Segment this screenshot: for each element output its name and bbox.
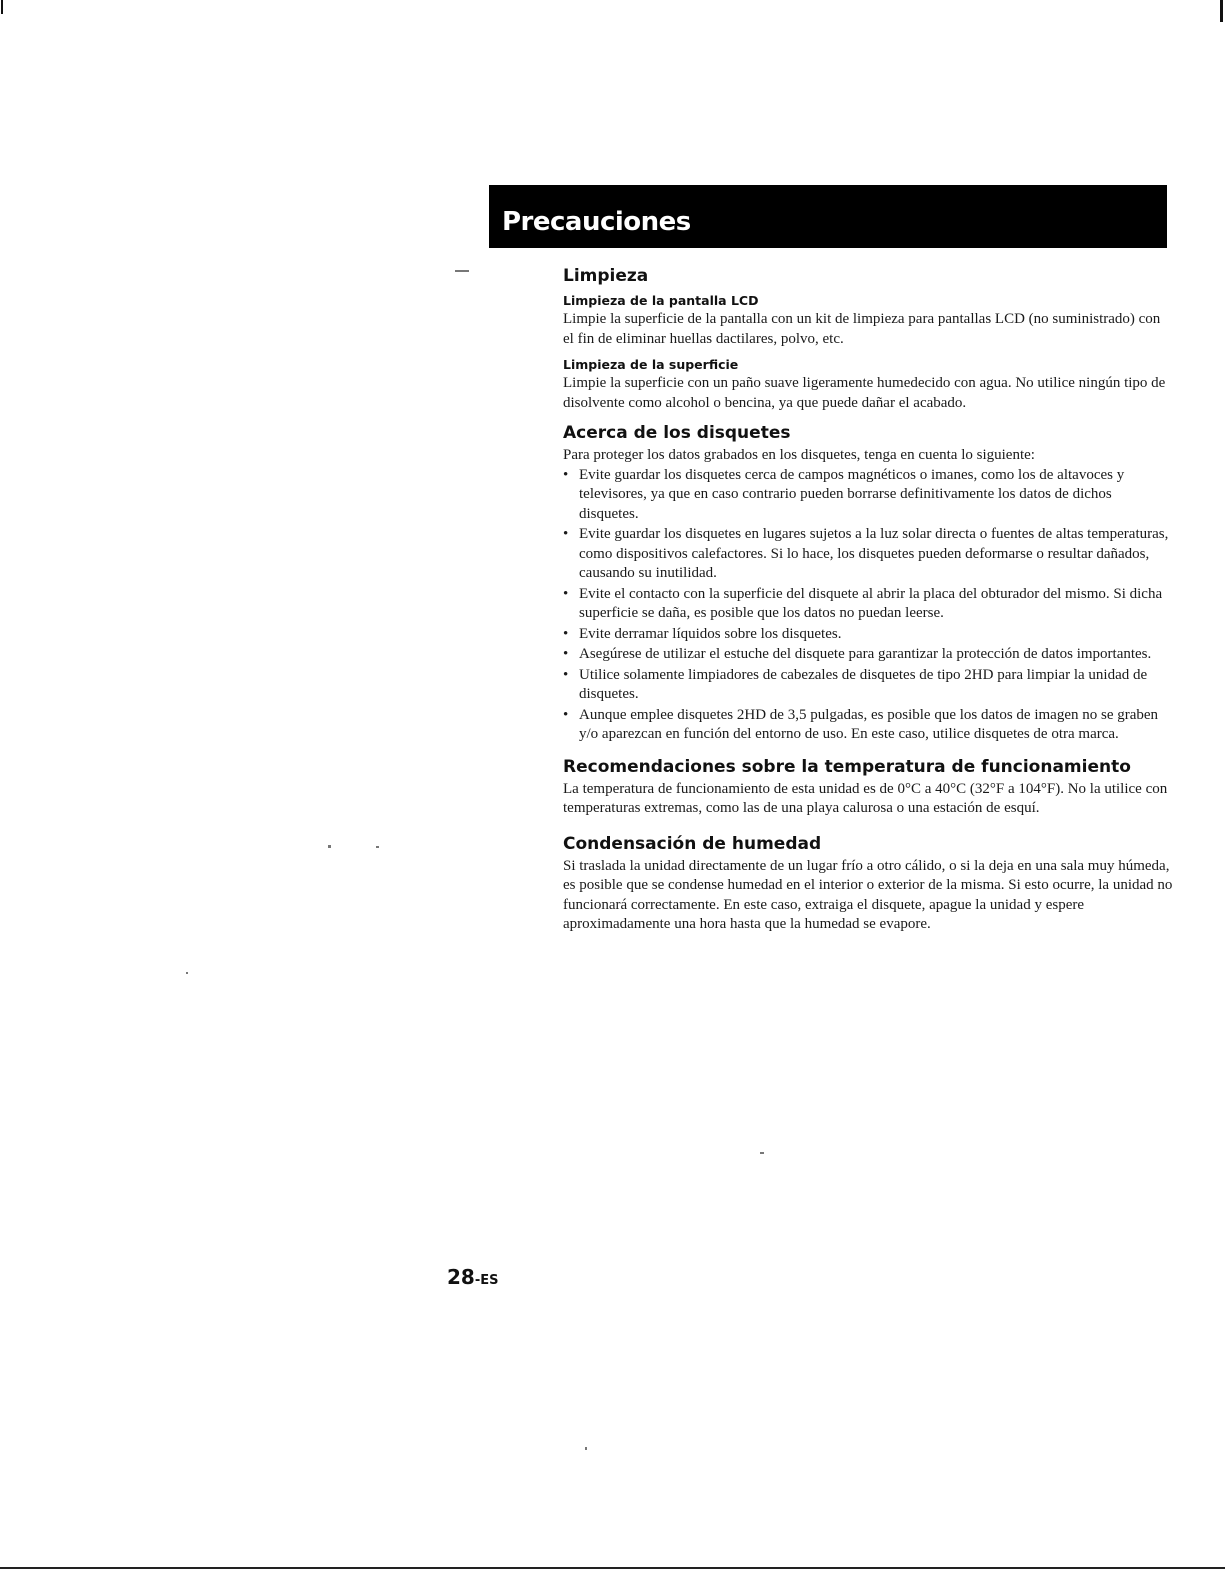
scan-edge-line-bottom [0,1567,1225,1569]
list-item-text: Evite guardar los disquetes cerca de campos magnéticos o imanes, como los de altavoces y televisores, ya que en caso contrario pueden borrarse definitivamente los datos de dichos disquetes. [579,466,1125,522]
list-item [563,706,1173,745]
list-item-text: Aunque emplee disquetes 2HD de 3,5 pulgadas, es posible que los datos de imagen no se graben y/o aparezcan en función del entorno de uso. En este caso, utilice disquetes de otra marca. [579,706,1159,742]
scan-speck [455,270,469,272]
section-disquetes [563,420,1173,745]
list-item [563,625,1173,645]
bullet-icon: • [563,466,569,483]
list-item-text: Evite guardar los disquetes en lugares sujetos a la luz solar directa o fuentes de altas temperaturas, como dispositivos calefactores. Si lo hace, los disquetes pueden deformarse o resultar dañados, causando su inutilidad. [579,526,1169,581]
paragraph: Limpie la superficie con un paño suave ligeramente humedecido con agua. No utilice ningún tipo de disolvente como alcohol o bencina, ya que puede dañar el acabado. [563,375,1166,411]
subsection-lcd [563,292,1173,349]
paragraph: La temperatura de funcionamiento de esta unidad es de 0°C a 40°C (32°F a 104°F). No la utilice con temperaturas extremas, como las de una playa calurosa o una estación de esquí. [563,780,1168,816]
scan-speck [376,846,379,848]
page-number-suffix: -ES [474,1273,499,1288]
paragraph: Si traslada la unidad directamente de un lugar frío a otro cálido, o si la deja en una sala muy húmeda, es posible que se condense humedad en el interior o exterior de la misma. Si esto ocurre, la unidad no funcionará correctamente. En este caso, extraiga el disquete, apague la unidad y espere aproximadamente una hora hasta que la humedad se evapore. [563,857,1173,932]
list-item [563,466,1173,525]
bullet-icon: • [563,646,569,662]
subsection-heading: Limpieza de la pantalla LCD [563,293,759,308]
paragraph: Limpie la superficie de la pantalla con un kit de limpieza para pantallas LCD (no suministrado) con el fin de eliminar huellas dactilares, polvo, etc. [563,311,1161,347]
subsection-superficie [563,356,1173,413]
list-item-text: Asegúrese de utilizar el estuche del disquete para garantizar la protección de datos importantes. [579,646,1152,662]
scan-speck [328,845,331,848]
section-condensacion [563,831,1173,935]
paragraph: Para proteger los datos grabados en los disquetes, tenga en cuenta lo siguiente: [563,447,1035,463]
bullet-icon: • [563,666,569,683]
section-heading: Limpieza [563,266,649,286]
scan-speck [585,1447,587,1450]
bullet-list [563,466,1173,745]
bullet-icon: • [563,625,569,642]
list-item [563,585,1173,624]
list-item-text: Evite derramar líquidos sobre los disquetes. [579,625,842,642]
scan-edge-mark-left [1,0,3,14]
list-item [563,666,1173,705]
list-item-text: Utilice solamente limpiadores de cabezales de disquetes de tipo 2HD para limpiar la unidad de disquetes. [579,666,1148,702]
list-item [563,525,1173,584]
scan-edge-mark-right [1220,0,1223,22]
list-item-text: Evite el contacto con la superficie del disquete al abrir la placa del obturador del mismo. Si dicha superficie se daña, es posible que los datos no puedan leerse. [579,585,1163,621]
section-heading: Recomendaciones sobre la temperatura de funcionamiento [563,756,1131,777]
page-title: Precauciones [502,207,691,237]
page-number [447,1265,498,1289]
scan-speck [186,972,188,974]
bullet-icon: • [563,585,569,602]
scan-speck [760,1152,764,1154]
bullet-icon: • [563,706,569,723]
section-limpieza [563,263,1173,413]
list-item [563,645,1173,665]
page-number-value: 28 [447,1265,475,1289]
section-heading: Acerca de los disquetes [563,423,791,443]
section-heading: Condensación de humedad [563,833,822,854]
subsection-heading: Limpieza de la superficie [563,357,739,372]
title-bar [489,185,1167,248]
section-temperatura [563,754,1173,819]
main-content [563,263,1173,935]
bullet-icon: • [563,526,569,542]
